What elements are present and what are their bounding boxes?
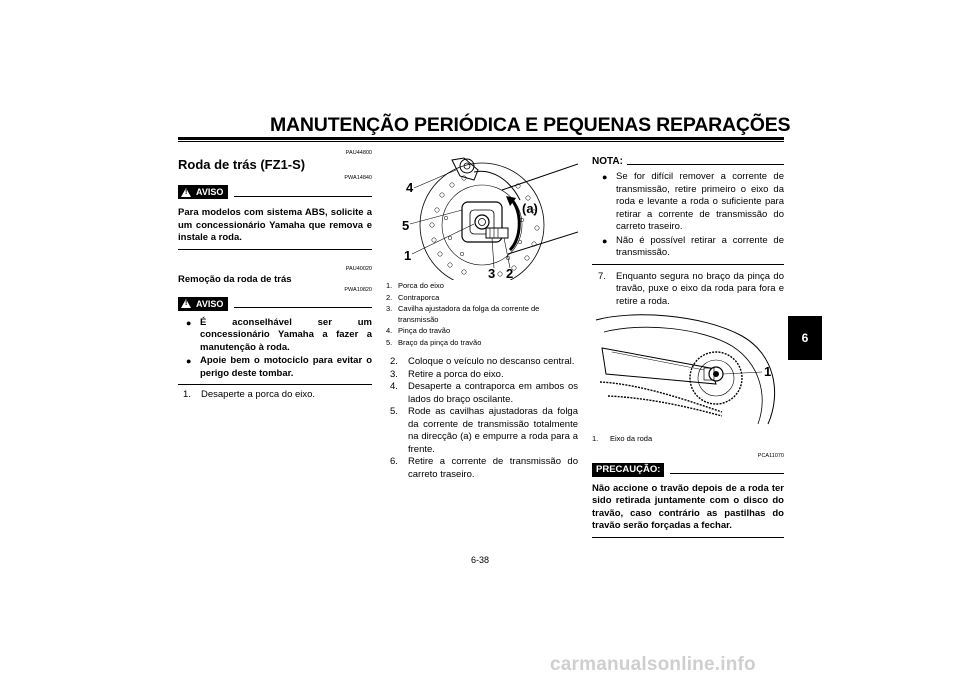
note-bullets [592,171,784,260]
figure-label-1: 1 [764,364,772,379]
caption-item: 2. Contraporca [386,292,440,302]
warning-text: Para modelos com sistema ABS, solicite a um concessionário Yamaha que remova e instale a roda. [178,207,372,243]
caution-text: Não accione o travão depois de a roda ter sido retirada juntamente com o disco do travão, caso contrário as pastilhas do travão serão forçadas a fechar. [592,482,784,531]
page-number: 6-38 [470,555,489,565]
wheel-axle-figure [592,312,784,430]
middle-column [386,281,578,481]
step-item: 5. Rode as cavilhas ajustadoras da folga da corrente de transmissão totalmente na direcção (a) e empurre a roda para a frente. [390,406,578,455]
warning-code: PWA10820 [344,286,372,293]
note-label: NOTA: [592,156,623,167]
caution-end-rule [592,537,784,538]
warning-code: PWA14840 [344,175,372,181]
bullet-icon: ● [186,317,192,328]
list-item: ● Se for difícil remover a corrente de transmissão, retire primeiro o eixo da roda e levante a roda o suficiente para retirar a corrente de transmissão do carreto traseiro. [602,171,784,232]
right-column-lower [592,434,784,538]
subsection-heading: Remoção da roda de trás [178,273,292,285]
caution-header [592,463,784,477]
rear-wheel-axle-figure [382,150,578,280]
note-end-rule [592,264,784,265]
figure-caption-list [386,281,578,348]
figure-label-1: 1 [404,248,412,263]
caption-item: 5. Braço da pinça do travão [386,337,482,347]
list-item: ● Apoie bem o motociclo para evitar o perigo deste tombar. [186,355,372,379]
note-header [592,156,784,167]
figure-label-3: 3 [488,266,496,280]
figure-label-a: (a) [522,201,538,216]
warning-header-rule [234,307,372,308]
warning-end-rule [178,384,372,385]
warning-badge [178,185,228,199]
warning-badge [178,297,228,311]
list-item: ● É aconselhável ser um concessionário Yamaha a fazer a manutenção à roda. [186,316,372,353]
warning-bullets [178,317,372,381]
figure-label-5: 5 [402,218,410,233]
caption-item: 1. Porca do eixo [386,281,444,290]
subsection-code: PAU40020 [345,265,372,272]
header-rule-thin [178,141,784,142]
bullet-icon: ● [186,356,192,366]
left-column [178,150,372,402]
warning-triangle-icon: ! [181,188,191,197]
header-rule [178,137,784,140]
step-item: 2. Coloque o veículo no descanso central. [390,356,575,367]
warning-header [178,185,372,199]
right-column [592,156,784,308]
warning-label: AVISO [196,298,224,309]
caption-item: 3. Cavilha ajustadora da folga da corrente de transmissão [386,304,540,324]
section-heading: Roda de trás (FZ1-S) [178,157,306,172]
caption-item: 4. Pinça do travão [386,326,451,335]
step-item: 7. Enquanto segura no braço da pinça do travão, puxe o eixo da roda para fora e retire a roda. [598,270,784,307]
caption-item: 1. Eixo da roda [592,434,653,443]
caution-badge: PRECAUÇÃO: [592,463,664,477]
warning-label: AVISO [196,187,224,197]
warning-triangle-icon: ! [181,299,191,308]
step-item: 4. Desaperte a contraporca em ambos os lados do braço oscilante. [390,381,578,405]
section-code: PAU44800 [345,150,372,156]
list-item: ● Não é possível retirar a corrente de transmissão. [602,234,784,258]
step-list [386,356,578,481]
bullet-icon: ● [602,172,608,182]
warning-header-rule [234,196,372,197]
note-header-rule [627,164,784,165]
figure-label-4: 4 [406,180,414,195]
step-item: 6. Retire a corrente de transmissão do carreto traseiro. [390,456,578,480]
caution-header-rule [670,473,784,474]
page-header-title: MANUTENÇÃO PERIÓDICA E PEQUENAS REPARAÇÕES [270,114,791,136]
step-item: 3. Retire a porca do eixo. [390,368,504,380]
step-item: 1. Desaperte a porca do eixo. [183,389,316,400]
warning-end-rule [178,249,372,250]
warning-header [178,297,372,311]
caution-code: PCA11070 [757,452,784,459]
chapter-tab: 6 [788,316,822,360]
watermark: carmanualsonline.info [550,654,756,675]
figure-label-2: 2 [506,266,514,280]
bullet-icon: ● [602,235,608,246]
